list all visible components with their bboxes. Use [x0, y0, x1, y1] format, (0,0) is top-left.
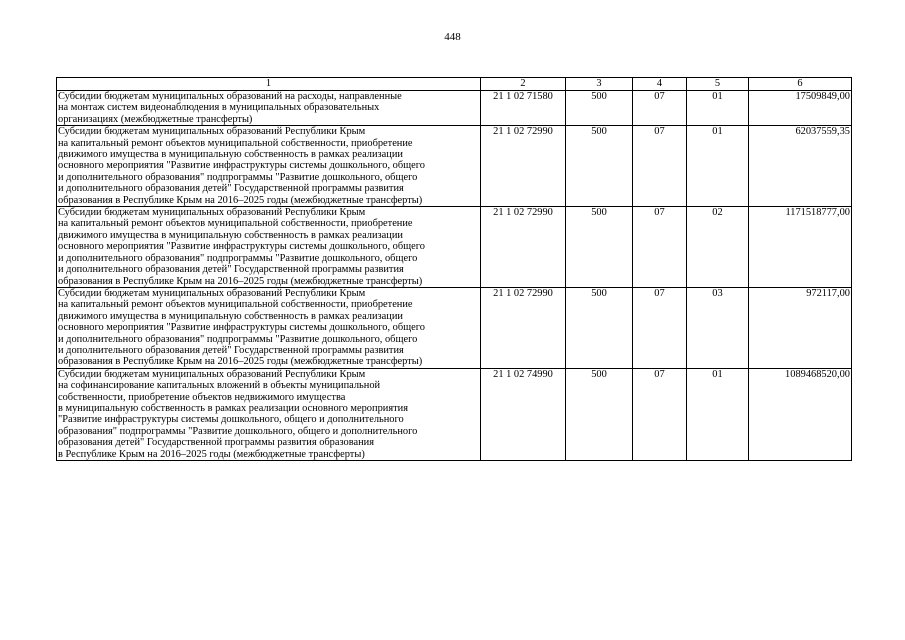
- row-amount: 17509849,00: [749, 91, 852, 126]
- table-row: [57, 207, 852, 288]
- row-target-code: 21 1 02 74990: [481, 368, 566, 460]
- row-subsection: 02: [687, 207, 749, 288]
- row-expense-type: 500: [566, 368, 633, 460]
- row-amount: 1089468520,00: [749, 368, 852, 460]
- table-row: [57, 368, 852, 460]
- row-section: 07: [633, 368, 687, 460]
- header-row: [57, 78, 852, 91]
- header-col-4: 4: [633, 78, 687, 91]
- header-col-6: 6: [749, 78, 852, 91]
- row-expense-type: 500: [566, 126, 633, 207]
- row-subsection: 01: [687, 368, 749, 460]
- row-expense-type: 500: [566, 207, 633, 288]
- row-description: Субсидии бюджетам муниципальных образований на расходы, направленные на монтаж систем видеонаблюдения в муниципальных образовательных организациях (межбюджетные трансферты): [57, 91, 481, 126]
- row-expense-type: 500: [566, 287, 633, 368]
- row-target-code: 21 1 02 72990: [481, 287, 566, 368]
- row-target-code: 21 1 02 72990: [481, 126, 566, 207]
- header-col-3: 3: [566, 78, 633, 91]
- row-description: Субсидии бюджетам муниципальных образований Республики Крым на капитальный ремонт объектов муниципальной собственности, приобретение движимого имущества в муниципальную собственность в рамках реализации основного мероприятия "Развитие инфраструктуры системы дошкольного, общего и дополнительного образования" подпрограммы "Развитие дошкольного, общего и дополнительного образования детей" Государственной программы развития образования в Республике Крым на 2016–2025 годы (межбюджетные трансферты): [57, 207, 481, 288]
- table-row: [57, 287, 852, 368]
- row-description: Субсидии бюджетам муниципальных образований Республики Крым на капитальный ремонт объектов муниципальной собственности, приобретение движимого имущества в муниципальную собственность в рамках реализации основного мероприятия "Развитие инфраструктуры системы дошкольного, общего и дополнительного образования" подпрограммы "Развитие дошкольного, общего и дополнительного образования детей" Государственной программы развития образования в Республике Крым на 2016–2025 годы (межбюджетные трансферты): [57, 287, 481, 368]
- page-number: 448: [444, 31, 461, 43]
- row-description: Субсидии бюджетам муниципальных образований Республики Крым на софинансирование капитальных вложений в объекты муниципальной собственности, приобретение объектов недвижимого имущества в муниципальную собственность в рамках реализации основного мероприятия "Развитие инфраструктуры системы дошкольного, общего и дополнительного образования" подпрограммы "Развитие дошкольного, общего и дополнительного образования детей" Государственной программы развития образования в Республике Крым на 2016–2025 годы (межбюджетные трансферты): [57, 368, 481, 460]
- row-section: 07: [633, 287, 687, 368]
- row-amount: 972117,00: [749, 287, 852, 368]
- table-row: [57, 91, 852, 126]
- row-section: 07: [633, 207, 687, 288]
- header-col-2: 2: [481, 78, 566, 91]
- row-subsection: 01: [687, 126, 749, 207]
- row-subsection: 01: [687, 91, 749, 126]
- header-col-5: 5: [687, 78, 749, 91]
- budget-table: [56, 77, 852, 461]
- row-target-code: 21 1 02 71580: [481, 91, 566, 126]
- row-amount: 62037559,35: [749, 126, 852, 207]
- row-description: Субсидии бюджетам муниципальных образований Республики Крым на капитальный ремонт объектов муниципальной собственности, приобретение движимого имущества в муниципальную собственность в рамках реализации основного мероприятия "Развитие инфраструктуры системы дошкольного, общего и дополнительного образования" подпрограммы "Развитие дошкольного, общего и дополнительного образования детей" Государственной программы развития образования в Республике Крым на 2016–2025 годы (межбюджетные трансферты): [57, 126, 481, 207]
- row-subsection: 03: [687, 287, 749, 368]
- row-section: 07: [633, 126, 687, 207]
- table-row: [57, 126, 852, 207]
- row-expense-type: 500: [566, 91, 633, 126]
- row-section: 07: [633, 91, 687, 126]
- header-col-1: 1: [57, 78, 481, 91]
- row-amount: 1171518777,00: [749, 207, 852, 288]
- row-target-code: 21 1 02 72990: [481, 207, 566, 288]
